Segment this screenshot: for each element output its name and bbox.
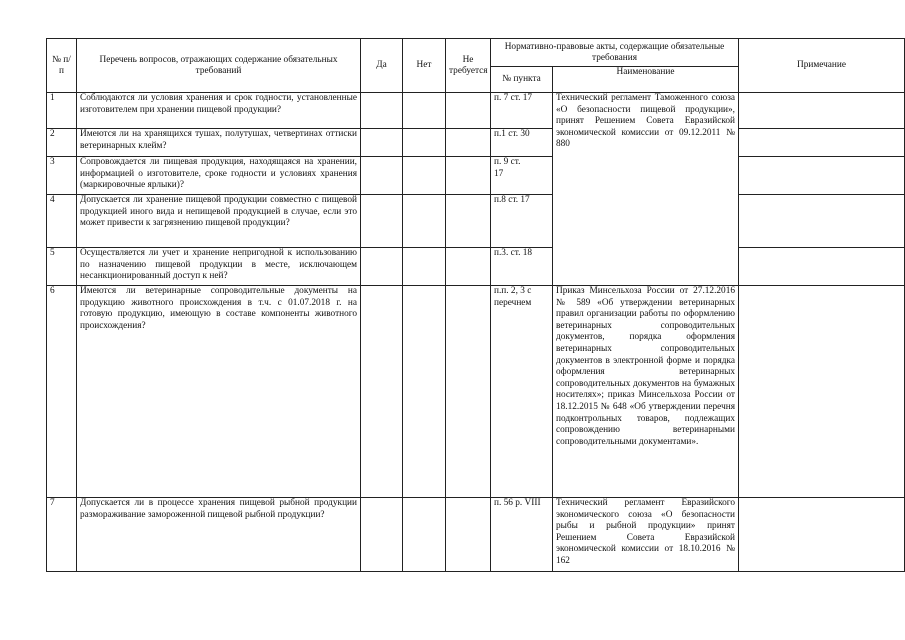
row-question: Имеются ли ветеринарные сопроводительные документы на продукцию животного происхождения в т.ч. с 01.07.2018 г. на готовую продукцию, имеющую в составе компоненты животного происхождения? bbox=[77, 286, 361, 498]
row-question: Допускается ли в процессе хранения пищевой рыбной продукции размораживание замороженной пищевой рыбной продукции? bbox=[77, 498, 361, 572]
row-point: п.п. 2, 3 с перечнем bbox=[491, 286, 553, 498]
act-name: Приказ Минсельхоза России от 27.12.2016 № 589 «Об утверждении ветеринарных правил организации работы по оформлению ветеринарных сопроводительных документов, порядка оформления ветеринарных сопроводительных документов в электронной форме и порядка оформления ветеринарных сопроводительных документов на бумажных носителях»; приказ Минсельхоза России от 18.12.2015 № 648 «Об утверждении перечня подконтрольных товаров, подлежащих сопровождению ветеринарными сопроводительными документами». bbox=[553, 286, 739, 498]
row-question: Имеются ли на хранящихся тушах, полутушах, четвертинах оттиски ветеринарных клейм? bbox=[77, 129, 361, 157]
note-cell[interactable] bbox=[739, 498, 905, 572]
yes-cell[interactable] bbox=[361, 93, 403, 129]
header-not-required: Не требуется bbox=[446, 39, 491, 93]
not-required-cell[interactable] bbox=[446, 286, 491, 498]
no-cell[interactable] bbox=[403, 195, 446, 248]
header-yes: Да bbox=[361, 39, 403, 93]
row-num: 7 bbox=[47, 498, 77, 572]
row-question: Осуществляется ли учет и хранение непригодной к использованию по назначению пищевой продукции в месте, исключающем несанкционированный доступ к ней? bbox=[77, 248, 361, 286]
table-row bbox=[47, 286, 905, 498]
table-row bbox=[47, 93, 905, 129]
act-name: Технический регламент Евразийского экономического союза «О безопасности рыбы и рыбной продукции» принят Решением Совета Евразийской экономической комиссии от 18.10.2016 № 162 bbox=[553, 498, 739, 572]
note-cell[interactable] bbox=[739, 248, 905, 286]
table-row bbox=[47, 248, 905, 286]
no-cell[interactable] bbox=[403, 93, 446, 129]
row-point: п. 9 ст. 17 bbox=[491, 157, 553, 195]
no-cell[interactable] bbox=[403, 498, 446, 572]
table-row bbox=[47, 498, 905, 572]
header-point: № пункта bbox=[491, 67, 553, 93]
yes-cell[interactable] bbox=[361, 129, 403, 157]
yes-cell[interactable] bbox=[361, 157, 403, 195]
header-acts: Нормативно-правовые акты, содержащие обязательные требования bbox=[491, 39, 739, 67]
note-cell[interactable] bbox=[739, 195, 905, 248]
row-num: 1 bbox=[47, 93, 77, 129]
header-no: Нет bbox=[403, 39, 446, 93]
no-cell[interactable] bbox=[403, 286, 446, 498]
no-cell[interactable] bbox=[403, 129, 446, 157]
table-row bbox=[47, 129, 905, 157]
header-num: № п/п bbox=[47, 39, 77, 93]
not-required-cell[interactable] bbox=[446, 129, 491, 157]
not-required-cell[interactable] bbox=[446, 248, 491, 286]
row-num: 3 bbox=[47, 157, 77, 195]
header-name: Наименование bbox=[553, 67, 739, 93]
row-question: Сопровождается ли пищевая продукция, находящаяся на хранении, информацией о изготовителе, сроке годности и условиях хранения (маркировочные ярлыки)? bbox=[77, 157, 361, 195]
not-required-cell[interactable] bbox=[446, 498, 491, 572]
row-num: 5 bbox=[47, 248, 77, 286]
yes-cell[interactable] bbox=[361, 248, 403, 286]
note-cell[interactable] bbox=[739, 157, 905, 195]
yes-cell[interactable] bbox=[361, 498, 403, 572]
header-question: Перечень вопросов, отражающих содержание обязательных требований bbox=[77, 39, 361, 93]
row-num: 6 bbox=[47, 286, 77, 498]
row-num: 4 bbox=[47, 195, 77, 248]
note-cell[interactable] bbox=[739, 93, 905, 129]
yes-cell[interactable] bbox=[361, 286, 403, 498]
not-required-cell[interactable] bbox=[446, 195, 491, 248]
row-point: п.3. ст. 18 bbox=[491, 248, 553, 286]
row-point: п.8 ст. 17 bbox=[491, 195, 553, 248]
note-cell[interactable] bbox=[739, 129, 905, 157]
not-required-cell[interactable] bbox=[446, 157, 491, 195]
row-question: Соблюдаются ли условия хранения и срок годности, установленные изготовителем при хранении пищевой продукции? bbox=[77, 93, 361, 129]
table-row bbox=[47, 157, 905, 195]
header-note: Примечание bbox=[739, 39, 905, 93]
no-cell[interactable] bbox=[403, 157, 446, 195]
row-question: Допускается ли хранение пищевой продукции совместно с пищевой продукцией иного вида и непищевой продукцией в случае, если это может привести к загрязнению пищевой продукции? bbox=[77, 195, 361, 248]
act-name-merged: Технический регламент Таможенного союза «О безопасности пищевой продукции», принят Решением Совета Евразийской экономической комиссии от 09.12.2011 № 880 bbox=[553, 93, 739, 286]
row-num: 2 bbox=[47, 129, 77, 157]
row-point: п. 56 р. VIII bbox=[491, 498, 553, 572]
row-point: п. 7 ст. 17 bbox=[491, 93, 553, 129]
note-cell[interactable] bbox=[739, 286, 905, 498]
table-row bbox=[47, 195, 905, 248]
not-required-cell[interactable] bbox=[446, 93, 491, 129]
yes-cell[interactable] bbox=[361, 195, 403, 248]
requirements-table bbox=[46, 38, 905, 572]
row-point: п.1 ст. 30 bbox=[491, 129, 553, 157]
no-cell[interactable] bbox=[403, 248, 446, 286]
